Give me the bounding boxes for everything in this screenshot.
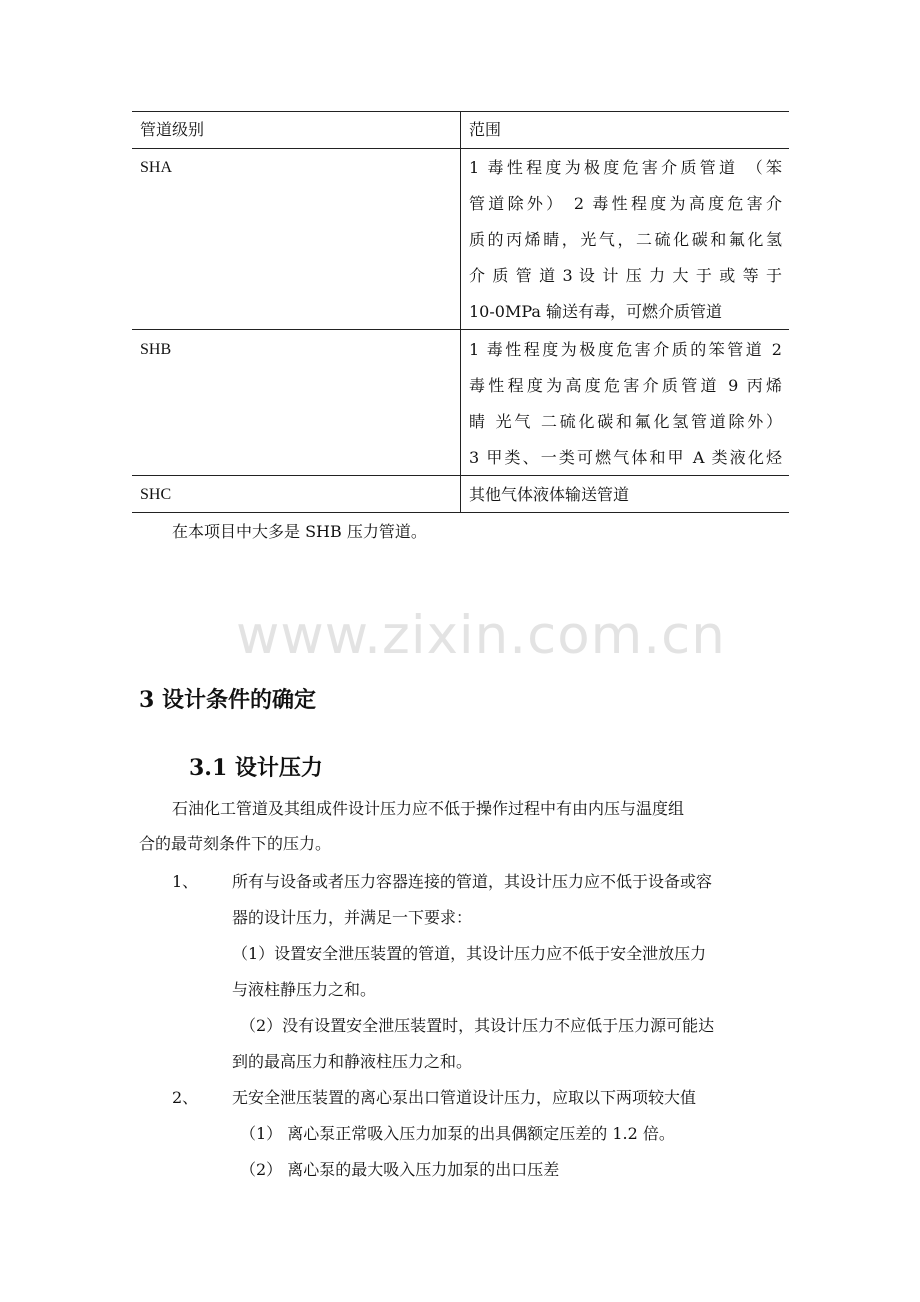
- table-row-level: SHC: [140, 486, 172, 503]
- table-row-scope-line: 1 毒性程度为极度危害介质的笨管道 2: [469, 340, 782, 359]
- table-column-divider: [460, 111, 461, 513]
- table-row-scope-line: 1 毒性程度为极度危害介质管道 （笨: [469, 158, 782, 177]
- sub-item-line: 到的最高压力和静液柱压力之和。: [232, 1052, 473, 1071]
- sub-item-line: 与液柱静压力之和。: [232, 980, 377, 999]
- table-row-scope-line: 质的丙烯睛，光气，二硫化碳和氟化氢: [469, 230, 782, 249]
- table-row-level: SHB: [140, 341, 172, 358]
- table-row-scope-line: 10-0MPa 输送有毒，可燃介质管道: [469, 302, 723, 321]
- list-item-line: 无安全泄压装置的离心泵出口管道设计压力，应取以下两项较大值: [232, 1088, 697, 1107]
- sub-item-line: （1） 离心泵正常吸入压力加泵的出具偶额定压差的 1.2 倍。: [240, 1124, 675, 1143]
- watermark: www.zixin.com.cn: [236, 605, 726, 666]
- intro-paragraph-line: 石油化工管道及其组成件设计压力应不低于操作过程中有由内压与温度组: [172, 799, 685, 818]
- table-row-scope-line: 睛 光气 二硫化碳和氟化氢管道除外）: [469, 412, 782, 431]
- table-row-scope-line: 管道除外） 2 毒性程度为高度危害介: [469, 194, 782, 213]
- sub-item-line: （2） 离心泵的最大吸入压力加泵的出口压差: [240, 1160, 560, 1179]
- table-row-scope-line: 其他气体液体输送管道: [469, 485, 630, 504]
- table-row-scope-line: 毒性程度为高度危害介质管道 9 丙烯: [469, 376, 782, 395]
- table-note: 在本项目中大多是 SHB 压力管道。: [172, 522, 427, 541]
- list-item-number: 1、: [172, 872, 199, 891]
- list-item-number: 2、: [172, 1088, 199, 1107]
- section-heading: 3 设计条件的确定: [139, 687, 316, 713]
- table-header-scope: 范围: [469, 120, 502, 139]
- sub-item-line: （2）没有设置安全泄压装置时，其设计压力不应低于压力源可能达: [240, 1016, 715, 1035]
- subsection-heading: 3.1 设计压力: [189, 755, 323, 781]
- sub-item-line: （1）设置安全泄压装置的管道，其设计压力应不低于安全泄放压力: [232, 944, 707, 963]
- list-item-line: 器的设计压力，并满足一下要求：: [232, 908, 473, 927]
- table-header-level: 管道级别: [140, 120, 205, 139]
- table-row-scope-line: 3 甲类、一类可燃气体和甲 A 类液化烃: [469, 448, 782, 467]
- table-row-scope-line: 介 质 管 道 3 设 计 压 力 大 于 或 等 于: [469, 266, 782, 285]
- table-row-level: SHA: [140, 159, 173, 176]
- list-item-line: 所有与设备或者压力容器连接的管道，其设计压力应不低于设备或容: [232, 872, 713, 891]
- intro-paragraph-line: 合的最苛刻条件下的压力。: [139, 834, 332, 853]
